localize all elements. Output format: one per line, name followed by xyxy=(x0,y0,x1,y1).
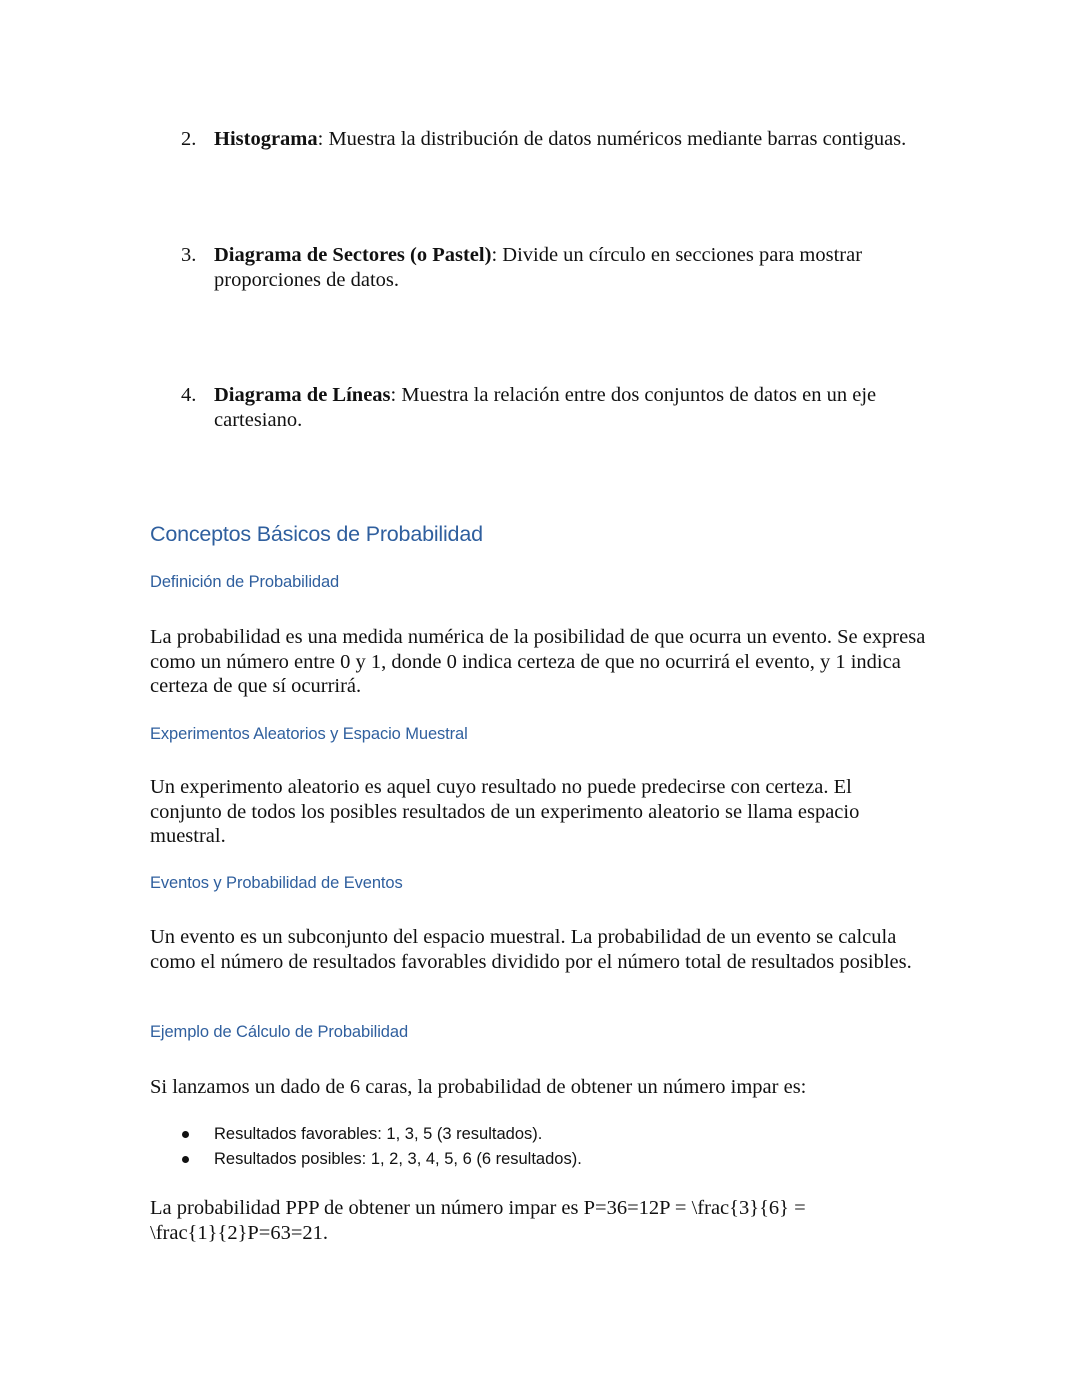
list-item-diagrama-lineas xyxy=(181,383,941,432)
list-item-diagrama-sectores xyxy=(181,243,941,292)
list-description: Muestra la distribución de datos numéricos mediante barras contiguas. xyxy=(323,128,907,150)
list-number: 4. xyxy=(181,384,197,406)
list-separator: : xyxy=(390,384,397,406)
list-description: Divide un círculo en secciones para mostrar proporciones de datos. xyxy=(214,244,863,291)
list-item xyxy=(180,1122,582,1147)
subsection-heading-definicion: Definición de Probabilidad xyxy=(150,573,340,591)
paragraph-experimentos: Un experimento aleatorio es aquel cuyo resultado no puede predecirse con certeza. El conjunto de todos los posibles resultados de un experimento aleatorio se llama espacio muestral. xyxy=(150,776,860,847)
section-heading: Conceptos Básicos de Probabilidad xyxy=(150,522,483,546)
bullet-text: Resultados posibles: 1, 2, 3, 4, 5, 6 (6 resultados). xyxy=(214,1150,582,1168)
list-description: Muestra la relación entre dos conjuntos de datos en un eje cartesiano. xyxy=(214,384,877,431)
list-term: Diagrama de Sectores (o Pastel) xyxy=(214,244,492,266)
paragraph-eventos: Un evento es un subconjunto del espacio muestral. La probabilidad de un evento se calcula como el número de resultados favorables dividido por el número total de resultados posibles. xyxy=(150,926,912,973)
bullet-list xyxy=(180,1122,582,1172)
paragraph-conclusion: La probabilidad PPP de obtener un número impar es P=36=12P = \frac{3}{6} = \frac{1}{2}P=63​=21​. xyxy=(150,1197,806,1244)
list-item xyxy=(180,1147,582,1172)
paragraph-definicion: La probabilidad es una medida numérica de la posibilidad de que ocurra un evento. Se expresa como un número entre 0 y 1, donde 0 indica certeza de que no ocurrirá el evento, y 1 indica certeza de que sí ocurrirá. xyxy=(150,626,926,697)
bullet-text: Resultados favorables: 1, 3, 5 (3 resultados). xyxy=(214,1125,543,1143)
subsection-heading-eventos: Eventos y Probabilidad de Eventos xyxy=(150,874,403,892)
list-separator: : xyxy=(491,244,498,266)
list-separator: : xyxy=(317,128,324,150)
subsection-heading-experimentos: Experimentos Aleatorios y Espacio Muestral xyxy=(150,725,468,743)
paragraph-ejemplo: Si lanzamos un dado de 6 caras, la probabilidad de obtener un número impar es: xyxy=(150,1076,807,1098)
list-item-histograma xyxy=(181,127,941,152)
bullet-icon xyxy=(182,1131,189,1138)
list-term: Histograma xyxy=(214,128,318,150)
list-number: 2. xyxy=(181,128,197,150)
bullet-icon xyxy=(182,1156,189,1163)
list-term: Diagrama de Líneas xyxy=(214,384,391,406)
list-number: 3. xyxy=(181,244,197,266)
subsection-heading-ejemplo: Ejemplo de Cálculo de Probabilidad xyxy=(150,1023,409,1041)
